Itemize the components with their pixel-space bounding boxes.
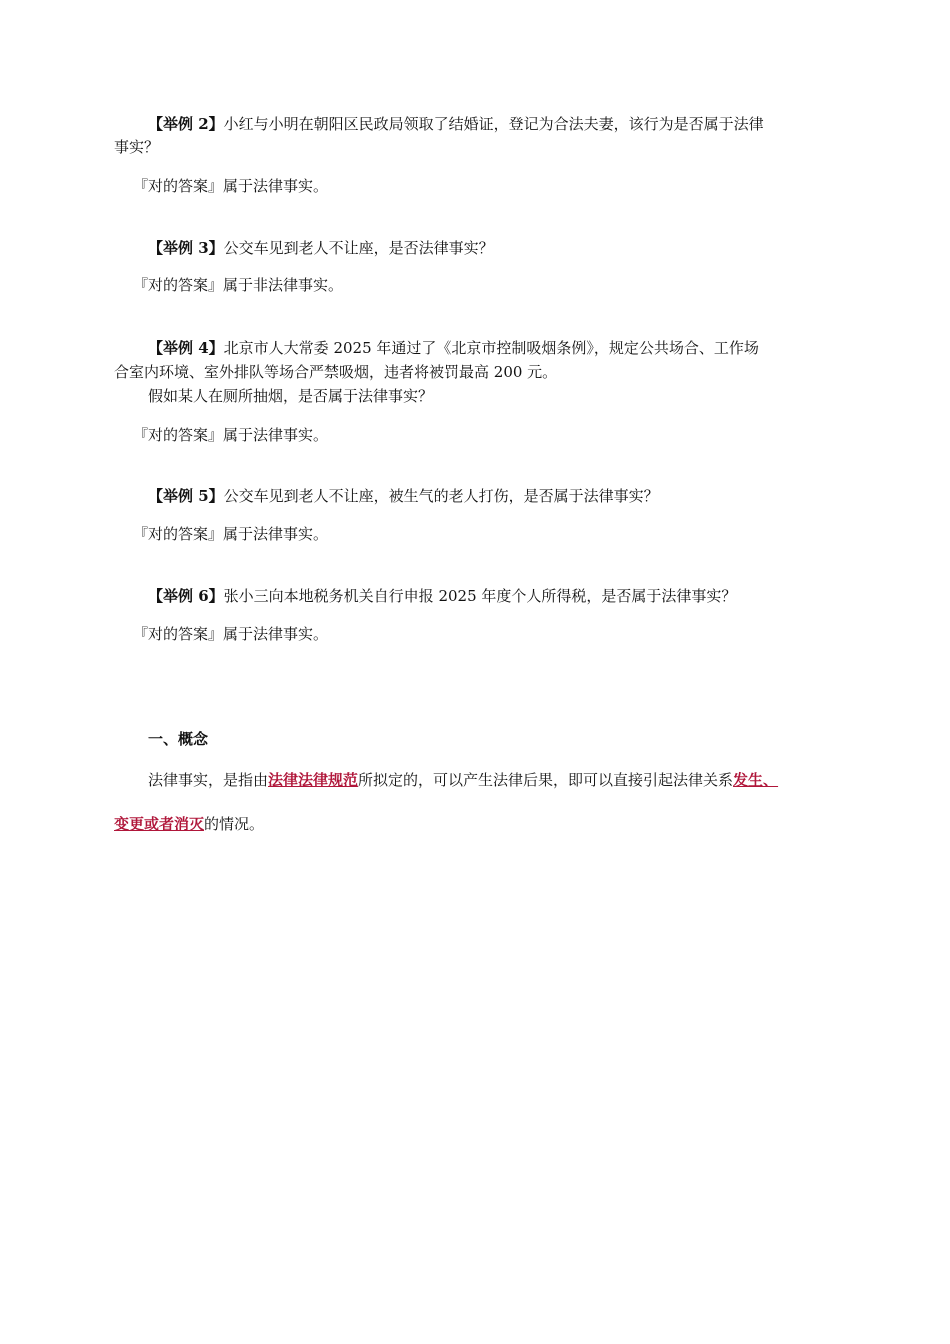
example-5-question-text: 公交车见到老人不让座，被生气的老人打伤，是否属于法律事实？ <box>223 487 659 505</box>
example-6-label: 【举例 6】 <box>148 587 224 605</box>
concept-text-3: 的情况。 <box>204 815 265 833</box>
concept-text-2: 所拟定的，可以产生法律后果，即可以直接引起法律关系 <box>358 771 734 789</box>
example-6-answer: 『对的答案』属于法律事实。 <box>133 625 329 643</box>
example-2-question-line2: 事实？ <box>114 138 160 156</box>
example-4-question-line1 <box>148 338 759 358</box>
example-3-question-line1 <box>148 238 494 258</box>
example-2-question-line1 <box>148 114 764 134</box>
highlight-legal-norms: 法律法律规范 <box>268 771 359 789</box>
example-2-label: 【举例 2】 <box>148 115 224 133</box>
highlight-change-or-extinction: 变更或者消灭 <box>114 815 205 833</box>
example-5-question-line1 <box>148 486 659 506</box>
concept-paragraph-line1 <box>148 770 778 790</box>
concept-paragraph-line2 <box>114 814 264 834</box>
example-4-question-line3: 假如某人在厕所抽烟，是否属于法律事实？ <box>148 387 434 405</box>
example-3-question-text: 公交车见到老人不让座，是否法律事实？ <box>223 239 494 257</box>
example-3-answer: 『对的答案』属于非法律事实。 <box>133 276 344 294</box>
highlight-occurrence: 发生、 <box>733 771 779 789</box>
example-6-question-text: 张小三向本地税务机关自行申报 2025 年度个人所得税，是否属于法律事实？ <box>223 587 737 605</box>
example-6-question-line1 <box>148 586 736 606</box>
example-2-question-text: 小红与小明在朝阳区民政局领取了结婚证，登记为合法夫妻，该行为是否属于法律 <box>223 115 764 133</box>
concept-text-1: 法律事实，是指由 <box>148 771 269 789</box>
example-5-label: 【举例 5】 <box>148 487 224 505</box>
example-4-answer: 『对的答案』属于法律事实。 <box>133 426 329 444</box>
example-4-question-line2: 合室内环境、室外排队等场合严禁吸烟，违者将被罚最高 200 元。 <box>114 363 558 381</box>
example-5-answer: 『对的答案』属于法律事实。 <box>133 525 329 543</box>
example-4-question-text: 北京市人大常委 2025 年通过了《北京市控制吸烟条例》，规定公共场合、工作场 <box>223 339 759 357</box>
example-3-label: 【举例 3】 <box>148 239 224 257</box>
example-2-answer: 『对的答案』属于法律事实。 <box>133 177 329 195</box>
section-heading: 一、概念 <box>148 730 209 748</box>
example-4-label: 【举例 4】 <box>148 339 224 357</box>
